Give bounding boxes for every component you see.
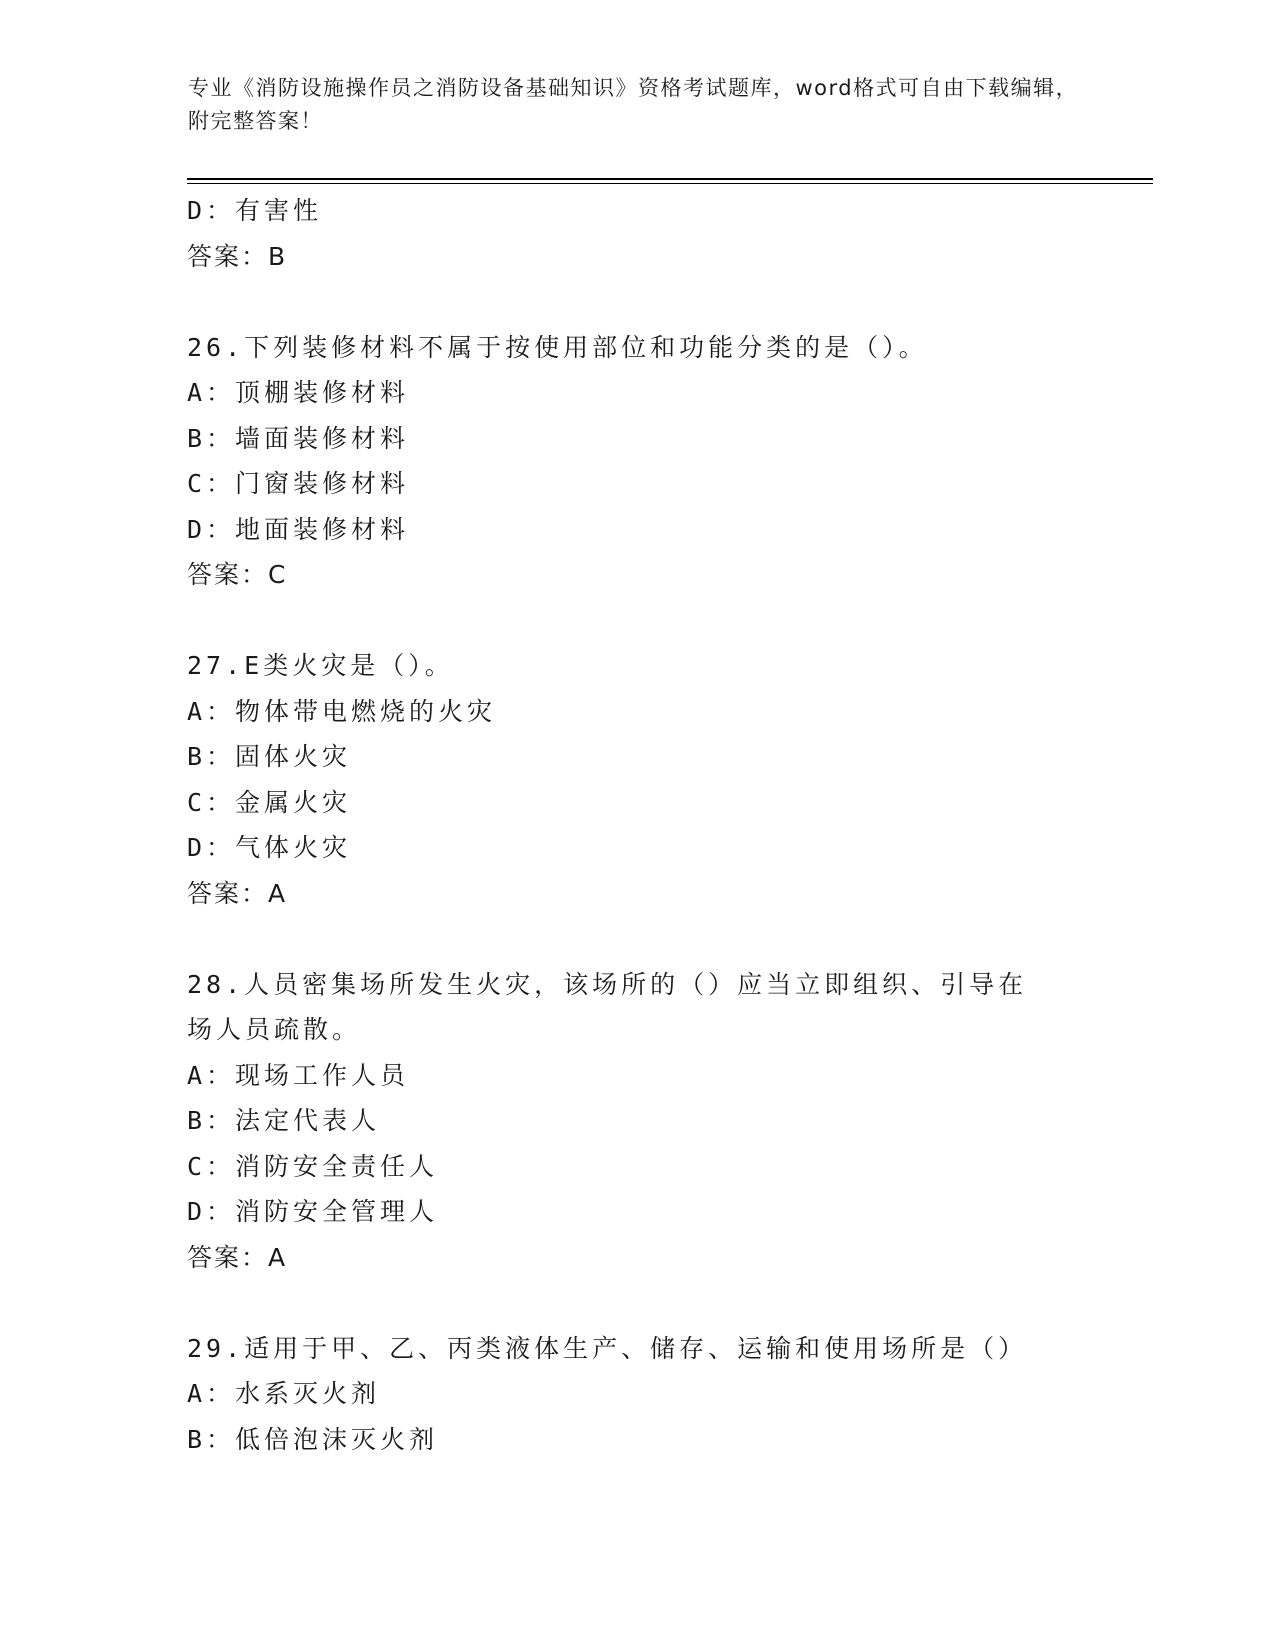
option-d: D：地面装修材料 [187,514,410,544]
option-b: B：墙面装修材料 [187,423,410,453]
question-27 [187,643,1087,916]
option-a: A：现场工作人员 [187,1060,410,1090]
answer: 答案：A [187,878,288,908]
question-29 [187,1326,1087,1463]
page-header: 专业《消防设施操作员之消防设备基础知识》资格考试题库，word格式可自由下载编辑，附完整答案！ [188,76,1079,133]
answer: 答案：C [187,560,288,589]
option-c: C：金属火灾 [187,787,352,817]
option-a: A：顶棚装修材料 [187,378,410,407]
option-d: D：有害性 [187,196,323,225]
question-stem: 29.适用于甲、乙、丙类液体生产、储存、运输和使用场所是（） [187,1333,1028,1363]
question-stem: 28.人员密集场所发生火灾，该场所的（）应当立即组织、引导在场人员疏散。 [187,969,1028,1044]
question-26 [187,325,1087,598]
option-b: B：固体火灾 [187,742,352,771]
header-rule-thick [187,178,1153,180]
option-d: D：消防安全管理人 [187,1197,439,1226]
question-28 [187,962,1087,1281]
option-c: C：消防安全责任人 [187,1151,439,1181]
option-c: C：门窗装修材料 [187,469,410,498]
option-d: D：气体火灾 [187,833,352,862]
option-a: A：物体带电燃烧的火灾 [187,696,497,726]
question-list [187,188,1087,1462]
header-rule-thin [187,183,1153,184]
question-stem: 27.E类火灾是（）。 [187,651,454,680]
option-b: B：低倍泡沫灭火剂 [187,1424,439,1454]
answer: 答案：A [187,1242,288,1272]
option-b: B：法定代表人 [187,1106,381,1135]
option-a: A：水系灭火剂 [187,1379,381,1408]
question-stem: 26.下列装修材料不属于按使用部位和功能分类的是（）。 [187,332,928,362]
answer: 答案：B [187,241,288,271]
